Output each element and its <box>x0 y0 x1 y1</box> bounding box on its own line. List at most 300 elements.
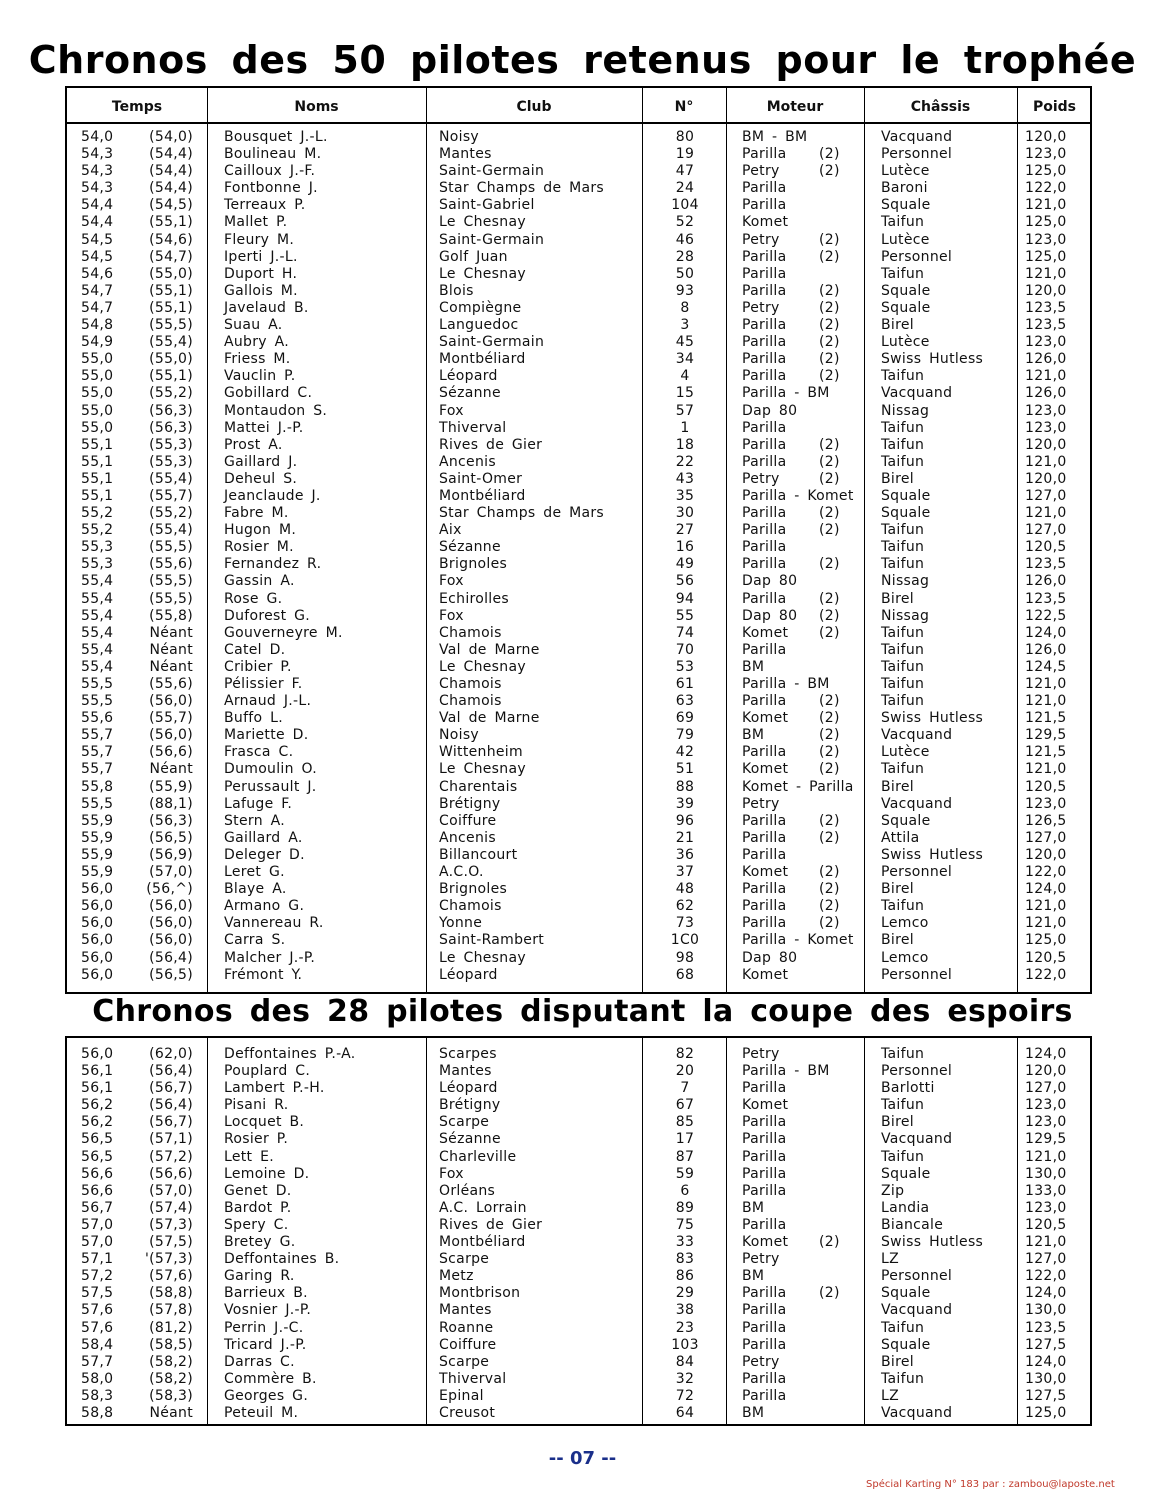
club-cell: Brignoles <box>439 881 508 898</box>
chassis-cell: Lemco <box>881 915 929 932</box>
name-cell: Mallet P. <box>224 214 288 231</box>
chassis-cell: Birel <box>881 1353 914 1370</box>
table-header <box>67 88 1090 124</box>
engine-cell: Parilla <box>742 1148 787 1165</box>
previous-time-cell: (55,4) <box>149 522 193 539</box>
number-cell: 3 <box>680 317 690 334</box>
previous-time-cell: Néant <box>149 1404 193 1421</box>
number-cell: 53 <box>675 658 695 675</box>
chassis-cell: Squale <box>881 1165 931 1182</box>
previous-time-cell: (55,7) <box>149 710 193 727</box>
engine-count-cell: (2) <box>819 248 840 265</box>
chassis-cell: Baroni <box>881 180 928 197</box>
table-row <box>67 779 1090 796</box>
temps-cell: 58,0 <box>81 1370 114 1387</box>
engine-cell: Parilla - Komet <box>742 932 854 949</box>
weight-cell: 127,0 <box>1025 522 1067 539</box>
table-row <box>67 505 1090 522</box>
table-row <box>67 591 1090 608</box>
name-cell: Mariette D. <box>224 727 309 744</box>
club-cell: Le Chesnay <box>439 658 526 675</box>
number-cell: 93 <box>675 282 695 299</box>
chassis-cell: Swiss Hutless <box>881 710 984 727</box>
number-cell: 84 <box>675 1353 695 1370</box>
number-cell: 16 <box>675 539 695 556</box>
engine-count-cell: (2) <box>819 368 840 385</box>
engine-cell: Petry <box>742 231 780 248</box>
weight-cell: 121,0 <box>1025 898 1067 915</box>
table-row <box>67 556 1090 573</box>
temps-cell: 55,9 <box>81 829 114 846</box>
table-row <box>67 796 1090 813</box>
temps-cell: 56,6 <box>81 1182 114 1199</box>
club-cell: Thiverval <box>439 1370 507 1387</box>
table-row <box>67 1166 1090 1183</box>
name-cell: Stern A. <box>224 812 286 829</box>
name-cell: Fontbonne J. <box>224 180 318 197</box>
club-cell: Star Champs de Mars <box>439 505 605 522</box>
number-cell: 35 <box>675 487 695 504</box>
name-cell: Iperti J.-L. <box>224 248 298 265</box>
chassis-cell: Vacquand <box>881 1302 953 1319</box>
weight-cell: 123,0 <box>1025 1114 1067 1131</box>
weight-cell: 120,0 <box>1025 436 1067 453</box>
engine-cell: Parilla <box>742 1319 787 1336</box>
club-cell: Saint-Rambert <box>439 932 545 949</box>
previous-time-cell: Néant <box>149 761 193 778</box>
chassis-cell: Taifun <box>881 368 925 385</box>
engine-cell: Parilla <box>742 641 787 658</box>
trophee-table <box>65 86 1092 994</box>
table-row <box>67 1268 1090 1285</box>
name-cell: Pisani R. <box>224 1097 289 1114</box>
table-row <box>67 950 1090 967</box>
temps-cell: 58,8 <box>81 1404 114 1421</box>
table-row <box>67 1234 1090 1251</box>
club-cell: Saint-Omer <box>439 470 523 487</box>
previous-time-cell: (57,6) <box>149 1268 193 1285</box>
club-cell: Montbéliard <box>439 351 526 368</box>
engine-count-cell: (2) <box>819 334 840 351</box>
name-cell: Blaye A. <box>224 881 287 898</box>
club-cell: Orléans <box>439 1182 496 1199</box>
temps-cell: 54,9 <box>81 334 114 351</box>
previous-time-cell: (54,4) <box>149 146 193 163</box>
club-cell: Creusot <box>439 1404 496 1421</box>
previous-time-cell: (56,0) <box>149 932 193 949</box>
number-cell: 1 <box>680 419 690 436</box>
chassis-cell: Nissag <box>881 607 930 624</box>
previous-time-cell: (57,8) <box>149 1302 193 1319</box>
chassis-cell: Barlotti <box>881 1080 935 1097</box>
chassis-cell: Vacquand <box>881 795 953 812</box>
name-cell: Peteuil M. <box>224 1404 299 1421</box>
number-cell: 22 <box>675 453 695 470</box>
engine-cell: Parilla - BM <box>742 385 830 402</box>
table-row <box>67 232 1090 249</box>
name-cell: Perussault J. <box>224 778 317 795</box>
weight-cell: 123,0 <box>1025 146 1067 163</box>
engine-count-cell: (2) <box>819 710 840 727</box>
engine-count-cell: (2) <box>819 744 840 761</box>
chassis-cell: Taifun <box>881 676 925 692</box>
engine-count-cell: (2) <box>819 693 840 710</box>
weight-cell: 123,5 <box>1025 590 1067 607</box>
table-row <box>67 539 1090 556</box>
club-cell: Saint-Germain <box>439 163 545 180</box>
temps-cell: 55,1 <box>81 470 114 487</box>
number-cell: 30 <box>675 505 695 522</box>
number-cell: 103 <box>671 1336 699 1353</box>
previous-time-cell: (55,2) <box>149 505 193 522</box>
engine-count-cell: (2) <box>819 915 840 932</box>
previous-time-cell: (56,3) <box>149 419 193 436</box>
table-row <box>67 129 1090 146</box>
temps-cell: 54,5 <box>81 231 114 248</box>
chassis-cell: Squale <box>881 197 931 214</box>
weight-cell: 127,0 <box>1025 829 1067 846</box>
club-cell: Chamois <box>439 624 502 641</box>
chassis-cell: Swiss Hutless <box>881 351 984 368</box>
name-cell: Vauclin P. <box>224 368 296 385</box>
number-cell: 33 <box>675 1234 695 1251</box>
previous-time-cell: (58,5) <box>149 1336 193 1353</box>
temps-cell: 55,4 <box>81 590 114 607</box>
number-cell: 18 <box>675 436 695 453</box>
number-cell: 96 <box>675 812 695 829</box>
name-cell: Garing R. <box>224 1268 295 1285</box>
temps-cell: 55,5 <box>81 693 114 710</box>
club-cell: Montbrison <box>439 1285 521 1302</box>
number-cell: 61 <box>675 676 695 692</box>
number-cell: 17 <box>675 1131 695 1148</box>
temps-cell: 55,4 <box>81 573 114 590</box>
club-cell: Scarpe <box>439 1114 490 1131</box>
chassis-cell: Taifun <box>881 556 925 573</box>
number-cell: 23 <box>675 1319 695 1336</box>
engine-cell: Parilla - BM <box>742 676 830 692</box>
temps-cell: 55,4 <box>81 624 114 641</box>
previous-time-cell: Néant <box>149 641 193 658</box>
chassis-cell: Squale <box>881 299 931 316</box>
espoirs-table <box>65 1036 1092 1426</box>
temps-cell: 55,1 <box>81 453 114 470</box>
engine-count-cell: (2) <box>819 727 840 744</box>
table-row <box>67 420 1090 437</box>
club-cell: Blois <box>439 282 474 299</box>
engine-cell: Petry <box>742 1353 780 1370</box>
weight-cell: 121,0 <box>1025 265 1067 282</box>
temps-cell: 54,3 <box>81 146 114 163</box>
name-cell: Lemoine D. <box>224 1165 310 1182</box>
header-temps: Temps <box>111 99 163 115</box>
engine-cell: BM - BM <box>742 129 808 145</box>
temps-cell: 55,2 <box>81 505 114 522</box>
weight-cell: 127,0 <box>1025 1080 1067 1097</box>
club-cell: Golf Juan <box>439 248 508 265</box>
page-number: -- 07 -- <box>548 1448 617 1469</box>
engine-cell: Parilla <box>742 1165 787 1182</box>
engine-cell: Parilla <box>742 812 787 829</box>
name-cell: Hugon M. <box>224 522 297 539</box>
engine-count-cell: (2) <box>819 556 840 573</box>
engine-count-cell: (2) <box>819 1285 840 1302</box>
engine-cell: Parilla <box>742 1336 787 1353</box>
name-cell: Frémont Y. <box>224 966 303 983</box>
name-cell: Vosnier J.-P. <box>224 1302 312 1319</box>
temps-cell: 54,4 <box>81 197 114 214</box>
weight-cell: 126,5 <box>1025 812 1067 829</box>
number-cell: 28 <box>675 248 695 265</box>
number-cell: 86 <box>675 1268 695 1285</box>
engine-count-cell: (2) <box>819 590 840 607</box>
weight-cell: 123,0 <box>1025 402 1067 419</box>
club-cell: Compiègne <box>439 299 522 316</box>
engine-cell: Parilla <box>742 881 787 898</box>
previous-time-cell: (56,7) <box>149 1080 193 1097</box>
club-cell: Fox <box>439 402 464 419</box>
table-row <box>67 214 1090 231</box>
chassis-cell: Taifun <box>881 898 925 915</box>
engine-cell: Parilla <box>742 590 787 607</box>
name-cell: Arnaud J.-L. <box>224 693 312 710</box>
number-cell: 56 <box>675 573 695 590</box>
club-cell: Echirolles <box>439 590 510 607</box>
weight-cell: 121,0 <box>1025 1148 1067 1165</box>
number-cell: 46 <box>675 231 695 248</box>
temps-cell: 56,0 <box>81 915 114 932</box>
engine-cell: Parilla <box>742 846 787 863</box>
name-cell: Gaillard A. <box>224 829 303 846</box>
temps-cell: 55,6 <box>81 710 114 727</box>
table-row <box>67 1337 1090 1354</box>
temps-cell: 54,7 <box>81 299 114 316</box>
number-cell: 38 <box>675 1302 695 1319</box>
weight-cell: 130,0 <box>1025 1370 1067 1387</box>
number-cell: 72 <box>675 1387 695 1404</box>
temps-cell: 54,3 <box>81 180 114 197</box>
chassis-cell: Taifun <box>881 265 925 282</box>
weight-cell: 121,0 <box>1025 693 1067 710</box>
club-cell: Sézanne <box>439 385 501 402</box>
club-cell: Noisy <box>439 129 480 145</box>
chassis-cell: LZ <box>881 1251 899 1268</box>
engine-cell: BM <box>742 727 765 744</box>
name-cell: Terreaux P. <box>224 197 306 214</box>
weight-cell: 124,0 <box>1025 881 1067 898</box>
temps-cell: 55,2 <box>81 522 114 539</box>
engine-count-cell: (2) <box>819 299 840 316</box>
engine-cell: Dap 80 <box>742 607 798 624</box>
engine-cell: Komet - Parilla <box>742 778 854 795</box>
chassis-cell: Taifun <box>881 522 925 539</box>
temps-cell: 55,0 <box>81 368 114 385</box>
engine-cell: Parilla <box>742 505 787 522</box>
name-cell: Pouplard C. <box>224 1063 311 1080</box>
chassis-cell: Vacquand <box>881 1131 953 1148</box>
club-cell: Saint-Germain <box>439 231 545 248</box>
table-row <box>67 471 1090 488</box>
temps-cell: 57,6 <box>81 1319 114 1336</box>
number-cell: 69 <box>675 710 695 727</box>
table-row <box>67 454 1090 471</box>
chassis-cell: Taifun <box>881 539 925 556</box>
engine-count-cell: (2) <box>819 282 840 299</box>
name-cell: Rosier P. <box>224 1131 289 1148</box>
temps-cell: 56,5 <box>81 1148 114 1165</box>
engine-cell: Parilla <box>742 334 787 351</box>
table-row <box>67 727 1090 744</box>
table-row <box>67 642 1090 659</box>
club-cell: Star Champs de Mars <box>439 180 605 197</box>
chassis-cell: Taifun <box>881 419 925 436</box>
name-cell: Duport H. <box>224 265 298 282</box>
temps-cell: 56,2 <box>81 1097 114 1114</box>
name-cell: Mattei J.-P. <box>224 419 304 436</box>
chassis-cell: Squale <box>881 1285 931 1302</box>
number-cell: 80 <box>675 129 695 145</box>
name-cell: Friess M. <box>224 351 291 368</box>
name-cell: Bardot P. <box>224 1199 292 1216</box>
table-row <box>67 659 1090 676</box>
chassis-cell: Squale <box>881 282 931 299</box>
temps-cell: 55,9 <box>81 864 114 881</box>
number-cell: 32 <box>675 1370 695 1387</box>
chassis-cell: Personnel <box>881 146 953 163</box>
weight-cell: 125,0 <box>1025 932 1067 949</box>
club-cell: Rives de Gier <box>439 436 543 453</box>
previous-time-cell: (56,0) <box>149 693 193 710</box>
previous-time-cell: (56,3) <box>149 402 193 419</box>
chassis-cell: Lemco <box>881 949 929 966</box>
table-row <box>67 898 1090 915</box>
name-cell: Georges G. <box>224 1387 309 1404</box>
previous-time-cell: (55,5) <box>149 317 193 334</box>
weight-cell: 120,5 <box>1025 778 1067 795</box>
weight-cell: 127,5 <box>1025 1387 1067 1404</box>
club-cell: Sézanne <box>439 1131 501 1148</box>
temps-cell: 56,7 <box>81 1199 114 1216</box>
main-title: Chronos des 50 pilotes retenus pour le trophée <box>28 38 1137 82</box>
name-cell: Boulineau M. <box>224 146 322 163</box>
chassis-cell: Vacquand <box>881 385 953 402</box>
engine-cell: Parilla <box>742 693 787 710</box>
previous-time-cell: (56,4) <box>149 1097 193 1114</box>
chassis-cell: Personnel <box>881 966 953 983</box>
previous-time-cell: (55,5) <box>149 590 193 607</box>
temps-cell: 57,6 <box>81 1302 114 1319</box>
club-cell: Billancourt <box>439 846 518 863</box>
engine-cell: Komet <box>742 710 789 727</box>
name-cell: Malcher J.-P. <box>224 949 316 966</box>
engine-count-cell: (2) <box>819 146 840 163</box>
engine-cell: Petry <box>742 470 780 487</box>
table-row <box>67 1251 1090 1268</box>
temps-cell: 54,0 <box>81 129 114 145</box>
previous-time-cell: (55,1) <box>149 368 193 385</box>
engine-count-cell: (2) <box>819 812 840 829</box>
name-cell: Rose G. <box>224 590 283 607</box>
chassis-cell: Personnel <box>881 1063 953 1080</box>
name-cell: Bretey G. <box>224 1234 296 1251</box>
engine-cell: Parilla <box>742 368 787 385</box>
name-cell: Pélissier F. <box>224 676 303 692</box>
temps-cell: 55,9 <box>81 846 114 863</box>
previous-time-cell: (88,1) <box>149 795 193 812</box>
chassis-cell: Birel <box>881 470 914 487</box>
previous-time-cell: (58,2) <box>149 1353 193 1370</box>
temps-cell: 54,5 <box>81 248 114 265</box>
weight-cell: 123,5 <box>1025 299 1067 316</box>
temps-cell: 55,1 <box>81 436 114 453</box>
name-cell: Frasca C. <box>224 744 294 761</box>
table-row <box>67 881 1090 898</box>
previous-time-cell: (57,3) <box>149 1216 193 1233</box>
table-row <box>67 813 1090 830</box>
number-cell: 55 <box>675 607 695 624</box>
club-cell: Scarpe <box>439 1353 490 1370</box>
number-cell: 64 <box>675 1404 695 1421</box>
previous-time-cell: (54,0) <box>149 129 193 145</box>
previous-time-cell: (54,4) <box>149 163 193 180</box>
name-cell: Gobillard C. <box>224 385 313 402</box>
name-cell: Lafuge F. <box>224 795 293 812</box>
chassis-cell: Attila <box>881 829 920 846</box>
table-row <box>67 334 1090 351</box>
table-row <box>67 608 1090 625</box>
engine-cell: Parilla <box>742 539 787 556</box>
table-row <box>67 351 1090 368</box>
club-cell: Chamois <box>439 693 502 710</box>
temps-cell: 54,8 <box>81 317 114 334</box>
previous-time-cell: (55,6) <box>149 676 193 692</box>
chassis-cell: Taifun <box>881 1046 925 1062</box>
previous-time-cell: (58,8) <box>149 1285 193 1302</box>
name-cell: Jeanclaude J. <box>224 487 321 504</box>
name-cell: Tricard J.-P. <box>224 1336 307 1353</box>
chassis-cell: Vacquand <box>881 727 953 744</box>
previous-time-cell: (55,1) <box>149 282 193 299</box>
chassis-cell: Swiss Hutless <box>881 846 984 863</box>
number-cell: 104 <box>671 197 699 214</box>
engine-count-cell: (2) <box>819 761 840 778</box>
temps-cell: 56,5 <box>81 1131 114 1148</box>
weight-cell: 126,0 <box>1025 573 1067 590</box>
previous-time-cell: (55,4) <box>149 470 193 487</box>
temps-cell: 57,2 <box>81 1268 114 1285</box>
weight-cell: 122,0 <box>1025 1268 1067 1285</box>
temps-cell: 55,0 <box>81 351 114 368</box>
engine-count-cell: (2) <box>819 317 840 334</box>
temps-cell: 55,4 <box>81 658 114 675</box>
previous-time-cell: (56,6) <box>149 744 193 761</box>
club-cell: Val de Marne <box>439 641 540 658</box>
chassis-cell: LZ <box>881 1387 899 1404</box>
club-cell: Thiverval <box>439 419 507 436</box>
engine-cell: Parilla <box>742 1114 787 1131</box>
previous-time-cell: (55,5) <box>149 573 193 590</box>
chassis-cell: Landia <box>881 1199 930 1216</box>
table-row <box>67 1354 1090 1371</box>
header-club: Club <box>516 99 552 115</box>
engine-cell: Dap 80 <box>742 573 798 590</box>
chassis-cell: Vacquand <box>881 129 953 145</box>
weight-cell: 120,0 <box>1025 282 1067 299</box>
number-cell: 36 <box>675 846 695 863</box>
previous-time-cell: (55,4) <box>149 334 193 351</box>
previous-time-cell: (57,1) <box>149 1131 193 1148</box>
engine-count-cell: (2) <box>819 607 840 624</box>
